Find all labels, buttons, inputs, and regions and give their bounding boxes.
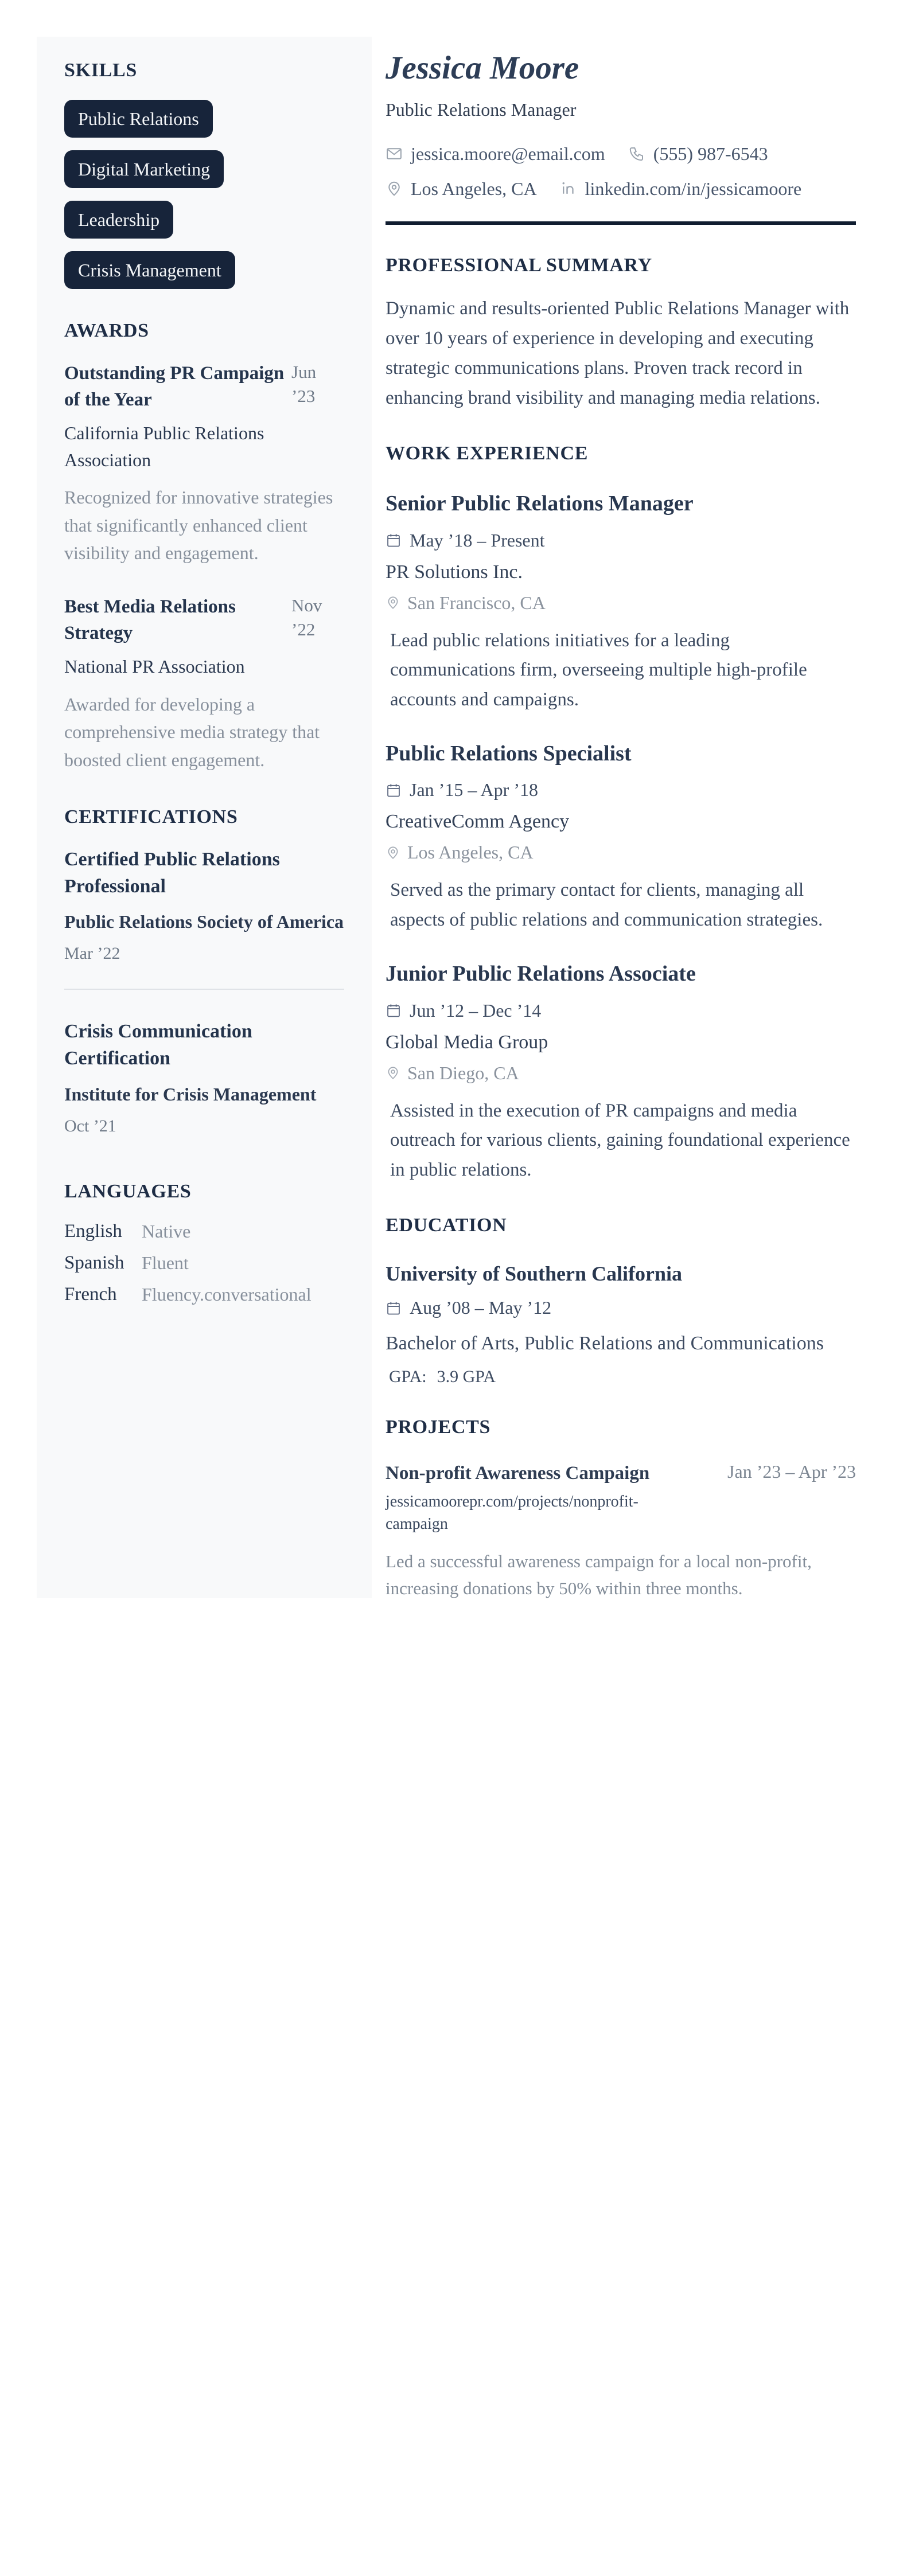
map-pin-icon: [386, 595, 400, 610]
education-dates: Aug ’08 – May ’12: [410, 1297, 552, 1318]
contact-row: [386, 178, 856, 200]
contact-block: [386, 143, 856, 200]
skill-pill: Public Relations: [64, 100, 213, 138]
skills-list: [64, 100, 344, 289]
job-location: Los Angeles, CA: [407, 842, 534, 863]
certifications-heading: CERTIFICATIONS: [64, 806, 238, 828]
project-title-block: [386, 1461, 684, 1535]
job-dates-row: [386, 779, 856, 801]
certification-item: [64, 1018, 344, 1136]
language-level: Fluent: [142, 1252, 189, 1273]
job-company: PR Solutions Inc.: [386, 561, 523, 583]
certification-item: [64, 846, 344, 964]
projects-heading: PROJECTS: [386, 1416, 491, 1438]
summary-heading: PROFESSIONAL SUMMARY: [386, 254, 652, 276]
job-description: Assisted in the execution of PR campaigns and media outreach for various clients, gaining foundational experience in public relations.: [390, 1100, 850, 1180]
gpa-label: GPA:: [389, 1367, 427, 1387]
job-entry: [386, 960, 856, 1185]
main-column: [386, 50, 856, 1620]
job-entry: [386, 490, 856, 715]
calendar-icon: [386, 532, 402, 548]
skill-pill: Digital Marketing: [64, 150, 224, 188]
certification-date: Oct ’21: [64, 1116, 116, 1135]
award-issuer: California Public Relations Association: [64, 423, 264, 470]
award-date: Jun ’23: [291, 362, 317, 406]
gpa-value: 3.9 GPA: [437, 1367, 496, 1387]
language-name: French: [64, 1283, 117, 1305]
job-location: San Diego, CA: [407, 1062, 519, 1083]
education-degree: Bachelor of Arts, Public Relations and Communications: [386, 1333, 824, 1355]
phone-link[interactable]: (555) 987-6543: [653, 143, 768, 164]
contact-email[interactable]: [386, 143, 605, 165]
contact-location: [386, 178, 537, 200]
job-location-row: [386, 842, 856, 863]
award-date: Nov ’22: [291, 595, 322, 639]
location-text: Los Angeles, CA: [411, 178, 537, 199]
map-pin-icon: [386, 845, 400, 860]
job-title: Public Relations Specialist: [386, 741, 632, 766]
language-level: Fluency.conversational: [142, 1283, 312, 1305]
certification-date: Mar ’22: [64, 944, 120, 963]
project-entry: [386, 1461, 856, 1602]
language-level: Native: [142, 1220, 191, 1242]
map-pin-icon: [386, 1065, 400, 1080]
email-link[interactable]: jessica.moore@email.com: [411, 143, 605, 164]
job-title: Junior Public Relations Associate: [386, 962, 696, 986]
education-heading: EDUCATION: [386, 1215, 507, 1236]
award-description: Recognized for innovative strategies that significantly enhanced client visibility and engagement.: [64, 487, 333, 564]
award-title: Outstanding PR Campaign of the Year: [64, 363, 285, 411]
award-description: Awarded for developing a comprehensive media strategy that boosted client engagement.: [64, 693, 320, 771]
header-divider: [386, 221, 856, 225]
job-location-row: [386, 592, 856, 614]
person-name: Jessica Moore: [386, 50, 579, 86]
job-location: San Francisco, CA: [407, 592, 546, 613]
skill-pill: Leadership: [64, 201, 173, 239]
certification-title: Certified Public Relations Professional: [64, 848, 280, 897]
linkedin-icon: [560, 180, 577, 197]
contact-phone[interactable]: [628, 143, 768, 165]
job-dates: Jun ’12 – Dec ’14: [410, 1000, 542, 1021]
award-item: [64, 594, 344, 774]
project-title: Non-profit Awareness Campaign: [386, 1463, 650, 1484]
award-title: Best Media Relations Strategy: [64, 596, 236, 644]
education-dates-row: [386, 1297, 856, 1318]
skills-heading: SKILLS: [64, 60, 137, 81]
project-description: Led a successful awareness campaign for a local non-profit, increasing donations by 50% within three months.: [386, 1551, 812, 1599]
award-header: [64, 594, 344, 646]
map-pin-icon: [386, 180, 403, 197]
language-name: English: [64, 1220, 122, 1242]
phone-icon: [628, 145, 645, 162]
experience-heading: WORK EXPERIENCE: [386, 443, 589, 465]
project-header: [386, 1461, 856, 1535]
certification-divider: [64, 989, 344, 990]
job-title: Senior Public Relations Manager: [386, 491, 694, 516]
project-url-link[interactable]: jessicamoorepr.com/projects/nonprofit-campaign: [386, 1493, 639, 1533]
calendar-icon: [386, 782, 402, 798]
certification-issuer: Public Relations Society of America: [64, 911, 344, 932]
linkedin-link[interactable]: linkedin.com/in/jessicamoore: [585, 178, 802, 199]
education-gpa: [386, 1367, 856, 1387]
contact-row: [386, 143, 856, 165]
languages-heading: LANGUAGES: [64, 1180, 192, 1202]
job-entry: [386, 740, 856, 935]
summary-text: Dynamic and results-oriented Public Relations Manager with over 10 years of experience in developing and executing strategic communications plans. Proven track record in enhancing brand visibility and managing media relations.: [386, 298, 850, 409]
education-entry: [386, 1262, 856, 1387]
languages-list: [64, 1221, 344, 1305]
job-company: Global Media Group: [386, 1031, 548, 1053]
envelope-icon: [386, 145, 403, 162]
person-title: Public Relations Manager: [386, 99, 577, 120]
job-dates-row: [386, 530, 856, 551]
calendar-icon: [386, 1300, 402, 1316]
job-dates: May ’18 – Present: [410, 529, 545, 551]
job-description: Lead public relations initiatives for a leading communications firm, overseeing multiple high-profile accounts and campaigns.: [390, 630, 807, 710]
certification-issuer: Institute for Crisis Management: [64, 1084, 317, 1105]
education-school: University of Southern California: [386, 1262, 682, 1286]
job-location-row: [386, 1063, 856, 1084]
skill-pill: Crisis Management: [64, 251, 235, 289]
certification-title: Crisis Communication Certification: [64, 1021, 252, 1070]
sidebar: [37, 37, 372, 1598]
job-dates-row: [386, 1000, 856, 1021]
awards-heading: AWARDS: [64, 320, 149, 341]
award-item: [64, 360, 344, 567]
job-description: Served as the primary contact for clients, managing all aspects of public relations and communication strategies.: [390, 880, 823, 930]
language-name: Spanish: [64, 1252, 124, 1273]
contact-linkedin[interactable]: [560, 178, 802, 200]
job-company: CreativeComm Agency: [386, 811, 570, 833]
project-dates: Jan ’23 – Apr ’23: [727, 1461, 856, 1482]
job-dates: Jan ’15 – Apr ’18: [410, 779, 538, 801]
calendar-icon: [386, 1002, 402, 1018]
award-header: [64, 360, 344, 413]
award-issuer: National PR Association: [64, 656, 245, 677]
